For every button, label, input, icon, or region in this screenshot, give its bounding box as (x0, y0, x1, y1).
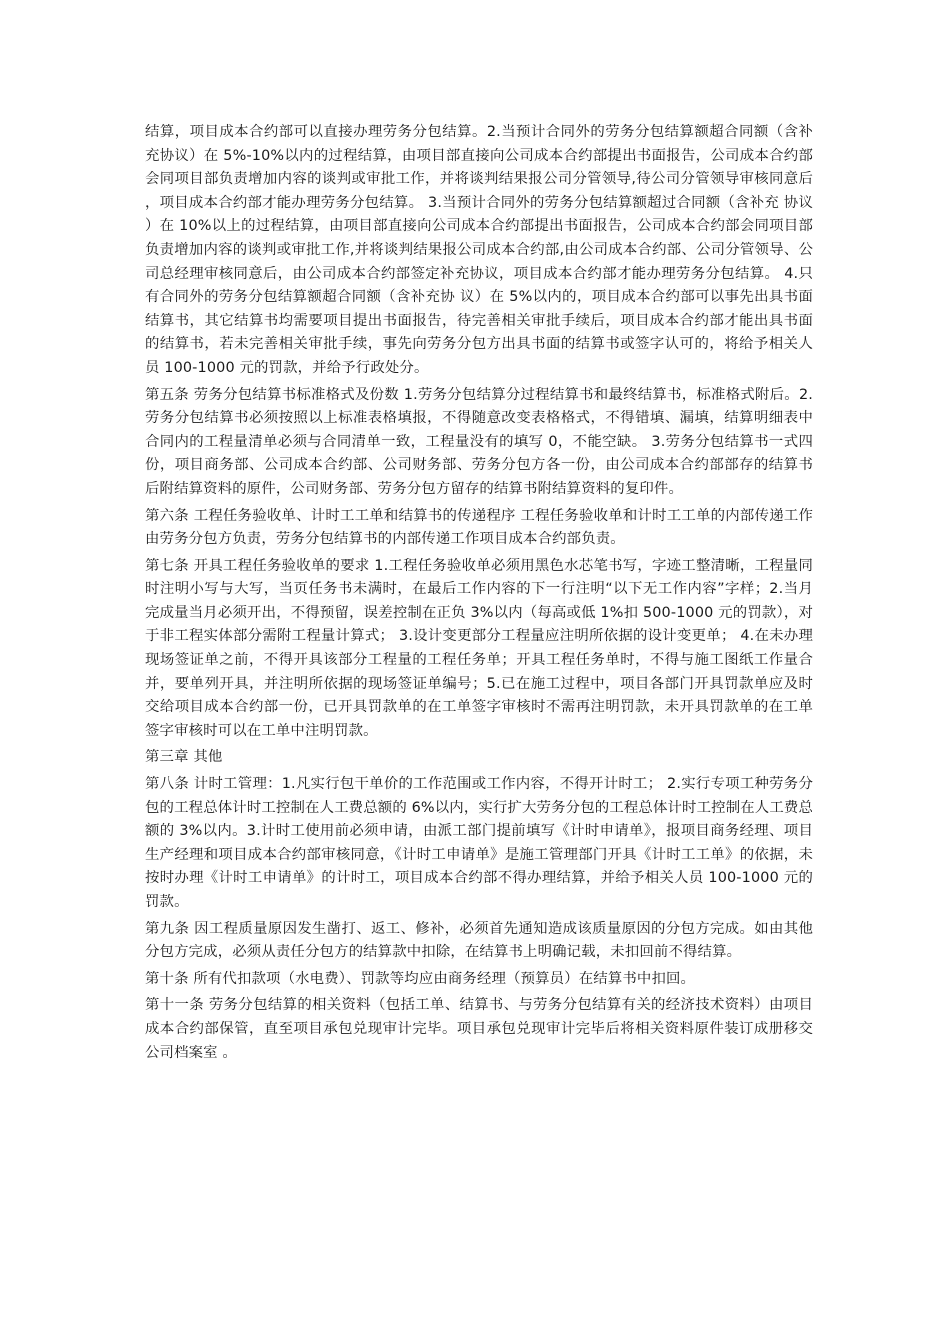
paragraph-article-6: 第六条 工程任务验收单、计时工工单和结算书的传递程序 工程任务验收单和计时工工单的内部传递工作由劳务分包方负责，劳务分包结算书的内部传递工作项目成本合约部负责。 (145, 507, 813, 548)
paragraph-article-11: 第十一条 劳务分包结算的相关资料（包括工单、结算书、与劳务分包结算有关的经济技术资料）由项目成本合约部保管，直至项目承包兑现审计完毕。项目承包兑现审计完毕后将相关资料原件装订成册移交公司档案室 。 (145, 997, 813, 1061)
paragraph-settlement-approval: 结算，项目成本合约部可以直接办理劳务分包结算。2.当预计合同外的劳务分包结算额超合同额（含补充协议）在 5%-10%以内的过程结算，由项目部直接向公司成本合约部提出书面报告，公司成本合约部会同项目部负责增加内容的谈判或审批工作，并将谈判结果报公司分管领导,待公司分管领导审核同意后，项目成本合约部才能办理劳务分包结算。 3.当预计合同外的劳务分包结算额超过合同额（含补充 协议）在 10%以上的过程结算，由项目部直接向公司成本合约部提出书面报告，公司成本合约部会同项目部负责增加内容的谈判或审批工作,并将谈判结果报公司成本合约部,由公司成本合约部、公司分管领导、公司总经理审核同意后，由公司成本合约部签定补充协议，项目成本合约部才能办理劳务分包结算。 4.只有合同外的劳务分包结算额超合同额（含补充协 议）在 5%以内的，项目成本合约部可以事先出具书面结算书，其它结算书均需要项目提出书面报告，待完善相关审批手续后，项目成本合约部才能出具书面的结算书，若未完善相关审批手续，事先向劳务分包方出具书面的结算书或签字认可的，将给予相关人员 100-1000 元的罚款，并给予行政处分。 (145, 124, 813, 376)
chapter-3-heading: 第三章 其他 (145, 749, 223, 766)
paragraph-article-7: 第七条 开具工程任务验收单的要求 1.工程任务验收单必须用黑色水芯笔书写，字迹工整清晰，工程量同时注明小写与大写，当页任务书未满时，在最后工作内容的下一行注明“以下无工作内容”字样；2.当月完成量当月必须开出，不得预留，误差控制在正负 3%以内（每高或低 1%扣 500-1000 元的罚款），对于非工程实体部分需附工程量计算式； 3.设计变更部分工程量应注明所依据的设计变更单； 4.在未办理现场签证单之前，不得开具该部分工程量的工程任务单；开具工程任务单时，不得与施工图纸工作量合并，要单列开具，并注明所依据的现场签证单编号；5.已在施工过程中，项目各部门开具罚款单应及时交给项目成本合约部一份，已开具罚款单的在工单签字审核时不需再注明罚款，未开具罚款单的在工单签字审核时可以在工单中注明罚款。 (145, 557, 813, 739)
paragraph-article-5: 第五条 劳务分包结算书标准格式及份数 1.劳务分包结算分过程结算书和最终结算书，标准格式附后。2.劳务分包结算书必须按照以上标准表格填报，不得随意改变表格格式，不得错填、漏填，结算明细表中合同内的工程量清单必须与合同清单一致，工程量没有的填写 0，不能空缺。 3.劳务分包结算书一式四份，项目商务部、公司成本合约部、公司财务部、劳务分包方各一份，由公司成本合约部部存的结算书后附结算资料的原件，公司财务部、劳务分包方留存的结算书附结算资料的复印件。 (145, 386, 813, 497)
document-body (145, 121, 813, 1068)
paragraph-article-10: 第十条 所有代扣款项（水电费）、罚款等均应由商务经理（预算员）在结算书中扣回。 (145, 970, 696, 987)
paragraph-article-8: 第八条 计时工管理：1.凡实行包干单价的工作范围或工作内容，不得开计时工； 2.实行专项工种劳务分包的工程总体计时工控制在人工费总额的 6%以内，实行扩大劳务分包的工程总体计时工控制在人工费总额的 3%以内。3.计时工使用前必须申请，由派工部门提前填写《计时申请单》，报项目商务经理、项目生产经理和项目成本合约部审核同意，《计时工申请单》是施工管理部门开具《计时工工单》的依据，未按时办理《计时工申请单》的计时工，项目成本合约部不得办理结算，并给予相关人员 100-1000 元的罚款。 (145, 776, 813, 910)
paragraph-article-9: 第九条 因工程质量原因发生凿打、返工、修补，必须首先通知造成该质量原因的分包方完成。如由其他分包方完成，必须从责任分包方的结算款中扣除，在结算书上明确记载，未扣回前不得结算。 (145, 920, 813, 961)
